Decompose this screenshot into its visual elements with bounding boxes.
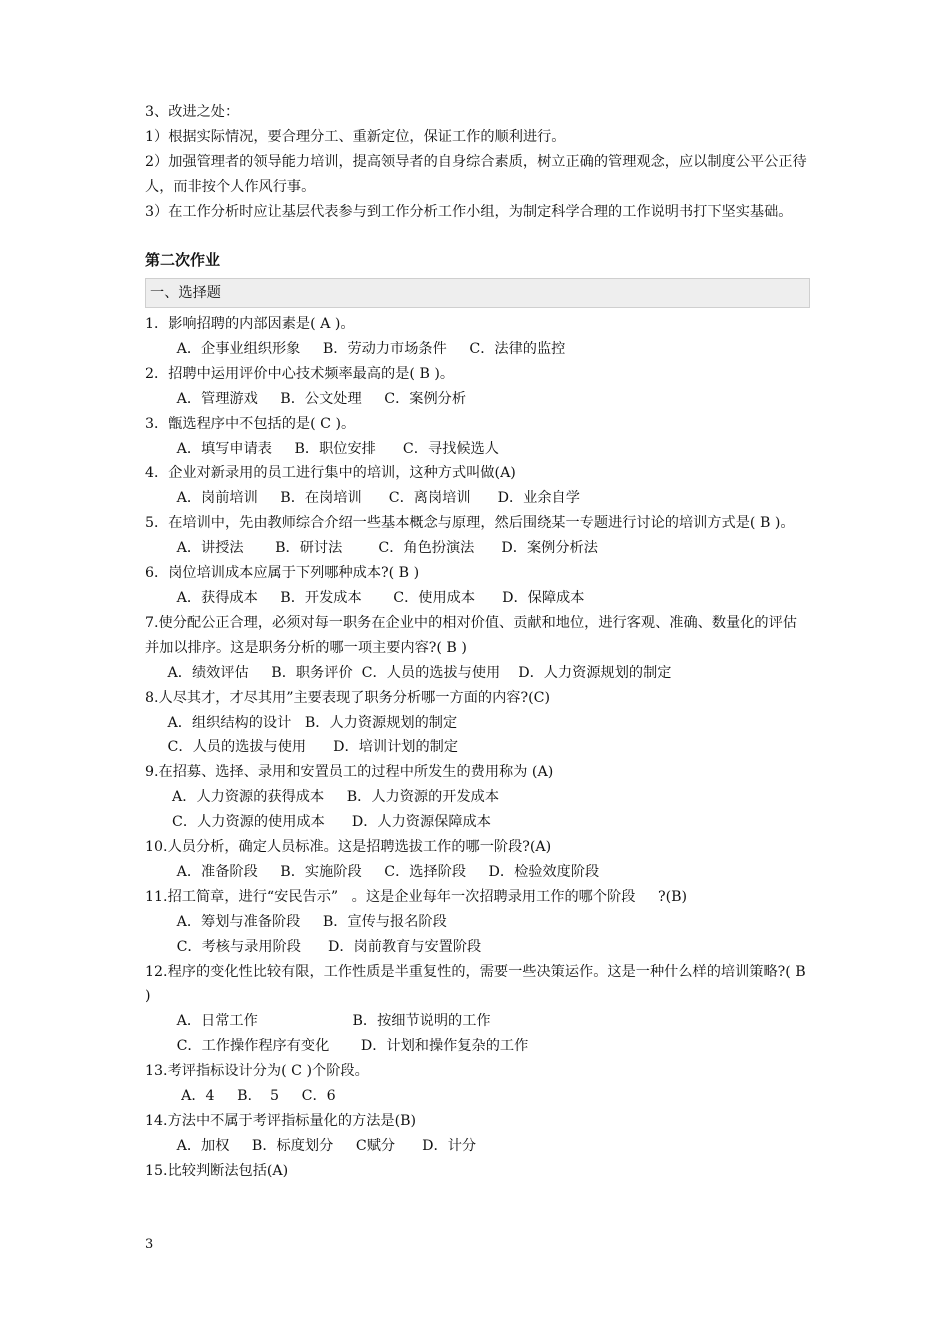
question-text: 7.使分配公正合理，必须对每一职务在企业中的相对价值、贡献和地位，进行客观、准确、数量化的评估并加以排序。这是职务分析的哪一项主要内容?( B ) (145, 614, 797, 656)
improvement-point: 1）根据实际情况，要合理分工、重新定位，保证工作的顺利进行。 (145, 129, 566, 145)
answer-options: A．岗前培训 B．在岗培训 C．离岗培训 D．业余自学 (145, 490, 580, 507)
improvements-section (145, 100, 810, 225)
answer-options: C．人员的选拔与使用 D．培训计划的制定 (145, 739, 459, 756)
question-text: 10.人员分析，确定人员标准。这是招聘选拔工作的哪一阶段?(A) (145, 839, 552, 856)
answer-options: A．日常工作 B．按细节说明的工作 (145, 1013, 491, 1030)
answer-options: A．绩效评估 B．职务评价 C．人员的选拔与使用 D．人力资源规划的制定 (145, 664, 672, 681)
question-text: 13.考评指标设计分为( C )个阶段。 (145, 1063, 369, 1080)
answer-options: A．获得成本 B．开发成本 C．使用成本 D．保障成本 (145, 589, 585, 606)
answer-options: A．加权 B．标度划分 C赋分 D．计分 (145, 1137, 477, 1154)
question-text: 2．招聘中运用评价中心技术频率最高的是( B )。 (145, 365, 455, 382)
question-text: 6．岗位培训成本应属于下列哪种成本?( B ) (145, 565, 420, 582)
question-list (145, 312, 810, 1184)
answer-options: C．工作操作程序有变化 D．计划和操作复杂的工作 (145, 1038, 529, 1055)
page-number: 3 (145, 1237, 154, 1252)
question-text: 14.方法中不属于考评指标量化的方法是(B) (145, 1113, 417, 1129)
question-text: 5．在培训中，先由教师综合介绍一些基本概念与原理，然后围绕某一专题进行讨论的培训方式是( B )。 (145, 515, 795, 532)
answer-options: A．讲授法 B．研讨法 C．角色扮演法 D．案例分析法 (145, 540, 598, 557)
question-text: 9.在招募、选择、录用和安置员工的过程中所发生的费用称为 (A) (145, 764, 554, 781)
improvement-point: 3）在工作分析时应让基层代表参与到工作分析工作小组，为制定科学合理的工作说明书打下坚实基础。 (145, 204, 793, 220)
answer-options: A．4 B. 5 C．6 (145, 1088, 336, 1105)
answer-options: A．填写申请表 B．职位安排 C．寻找候选人 (145, 440, 499, 457)
answer-options: A．企事业组织形象 B．劳动力市场条件 C．法律的监控 (145, 340, 566, 357)
section-subtitle-bar: 一、选择题 (145, 278, 810, 308)
section-title: 第二次作业 (145, 251, 221, 269)
question-text: 12.程序的变化性比较有限，工作性质是半重复性的，需要一些决策运作。这是一种什么样的培训策略?( B ) (145, 963, 811, 1005)
question-text: 3．甑选程序中不包括的是( C )。 (145, 415, 356, 432)
question-text: 11.招工简章，进行“安民告示” 。这是企业每年一次招聘录用工作的哪个阶段 ?(B) (145, 888, 688, 905)
improvements-heading: 3、改进之处： (145, 104, 240, 120)
answer-options: C．人力资源的使用成本 D．人力资源保障成本 (145, 814, 491, 831)
improvement-point: 2）加强管理者的领导能力培训，提高领导者的自身综合素质，树立正确的管理观念，应以制度公平公正待人，而非按个人作风行事。 (145, 154, 807, 195)
answer-options: A．人力资源的获得成本 B．人力资源的开发成本 (145, 789, 500, 806)
answer-options: A．筹划与准备阶段 B．宣传与报名阶段 (145, 913, 447, 930)
answer-options: A．组织结构的设计 B．人力资源规划的制定 (145, 714, 458, 731)
document-page (145, 100, 810, 1184)
question-text: 4．企业对新录用的员工进行集中的培训，这种方式叫做(A) (145, 465, 516, 482)
answer-options: A．管理游戏 B．公文处理 C．案例分析 (145, 390, 467, 407)
question-text: 15.比较判断法包括(A) (145, 1162, 289, 1179)
question-text: 1．影响招聘的内部因素是( A )。 (145, 316, 355, 332)
answer-options: A．准备阶段 B．实施阶段 C．选择阶段 D．检验效度阶段 (145, 863, 600, 880)
question-text: 8.人尽其才，才尽其用”主要表现了职务分析哪一方面的内容?(C) (145, 689, 551, 706)
answer-options: C．考核与录用阶段 D．岗前教育与安置阶段 (145, 938, 482, 955)
